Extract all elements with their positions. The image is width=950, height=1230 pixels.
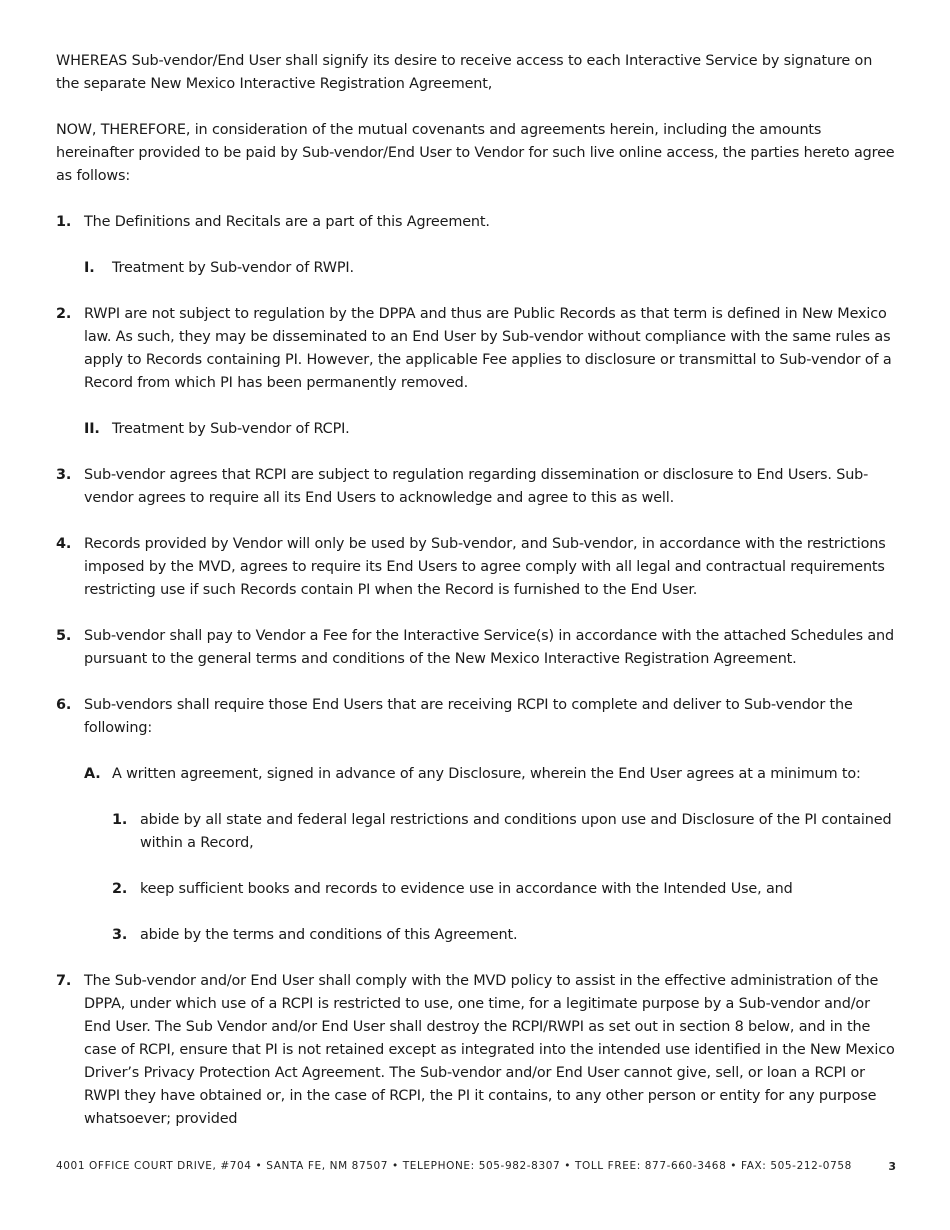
clause-number: 2.	[112, 881, 128, 897]
clause-number: 6.	[56, 697, 72, 713]
clause-4	[56, 533, 896, 602]
clause-6	[56, 694, 896, 740]
clause-3	[56, 464, 896, 510]
clause-6-A-2	[56, 878, 896, 901]
clause-2	[56, 303, 896, 395]
section-II-heading	[56, 418, 896, 441]
clause-number: 1.	[56, 214, 72, 230]
section-number: II.	[84, 421, 100, 437]
clause-number: 3.	[56, 467, 72, 483]
clause-number: 1.	[112, 812, 128, 828]
clause-number: 5.	[56, 628, 72, 644]
clause-number: 3.	[112, 927, 128, 943]
section-number: I.	[84, 260, 95, 276]
clause-number: 2.	[56, 306, 72, 322]
document-page	[56, 50, 896, 1154]
clause-text: Sub-vendor shall pay to Vendor a Fee for the Interactive Service(s) in accordance with the attached Schedules and pursuant to the general terms and conditions of the New Mexico Interactive Registration Agreement.	[84, 628, 894, 667]
clause-number: 4.	[56, 536, 72, 552]
clause-text: A written agreement, signed in advance of any Disclosure, wherein the End User agrees at a minimum to:	[112, 766, 861, 782]
clause-7	[56, 970, 896, 1131]
clause-text: keep sufficient books and records to evidence use in accordance with the Intended Use, and	[140, 881, 793, 897]
page-footer	[56, 1160, 896, 1172]
clause-text: Sub-vendor agrees that RCPI are subject to regulation regarding dissemination or disclosure to End Users. Sub-vendor agrees to require all its End Users to acknowledge and agree to this as well.	[84, 467, 869, 506]
section-I-heading	[56, 257, 896, 280]
clause-text: The Definitions and Recitals are a part of this Agreement.	[84, 214, 490, 230]
clause-6-A-3	[56, 924, 896, 947]
section-text: Treatment by Sub-vendor of RWPI.	[112, 260, 354, 276]
clause-text: RWPI are not subject to regulation by the DPPA and thus are Public Records as that term is defined in New Mexico law. As such, they may be disseminated to an End User by Sub-vendor without compliance with the same rules as apply to Records containing PI. However, the applicable Fee applies to disclosure or transmittal to Sub-vendor of a Record from which PI has been permanently removed.	[84, 306, 892, 391]
clause-text: The Sub-vendor and/or End User shall comply with the MVD policy to assist in the effective administration of the DPPA, under which use of a RCPI is restricted to use, one time, for a legitimate purpose by a Sub-vendor and/or End User. The Sub Vendor and/or End User shall destroy the RCPI/RWPI as set out in section 8 below, and in the case of RCPI, ensure that PI is not retained except as integrated into the intended use identified in the New Mexico Driver’s Privacy Protection Act Agreement. The Sub-vendor and/or End User cannot give, sell, or loan a RCPI or RWPI they have obtained or, in the case of RCPI, the PI it contains, to any other person or entity for any purpose whatsoever; provided	[84, 973, 895, 1127]
whereas-paragraph: WHEREAS Sub-vendor/End User shall signify its desire to receive access to each Interactive Service by signature on the separate New Mexico Interactive Registration Agreement,	[56, 53, 873, 92]
page-number: 3	[888, 1160, 896, 1173]
clause-number: A.	[84, 766, 101, 782]
section-text: Treatment by Sub-vendor of RCPI.	[112, 421, 350, 437]
now-therefore-paragraph: NOW, THEREFORE, in consideration of the mutual covenants and agreements herein, including the amounts hereinafter provided to be paid by Sub-vendor/End User to Vendor for such live online access, the parties hereto agree as follows:	[56, 122, 895, 184]
clause-text: abide by all state and federal legal restrictions and conditions upon use and Disclosure of the PI contained within a Record,	[140, 812, 892, 851]
clause-6-A	[56, 763, 896, 786]
clause-6-A-1	[56, 809, 896, 855]
clause-5	[56, 625, 896, 671]
clause-text: Sub-vendors shall require those End Users that are receiving RCPI to complete and deliver to Sub-vendor the following:	[84, 697, 853, 736]
clause-text: abide by the terms and conditions of this Agreement.	[140, 927, 518, 943]
clause-number: 7.	[56, 973, 72, 989]
clause-text: Records provided by Vendor will only be used by Sub-vendor, and Sub-vendor, in accordance with the restrictions imposed by the MVD, agrees to require its End Users to agree comply with all legal and contractual requirements restricting use if such Records contain PI when the Record is furnished to the End User.	[84, 536, 886, 598]
clause-1	[56, 211, 896, 234]
footer-address: 4001 OFFICE COURT DRIVE, #704 • SANTA FE, NM 87507 • TELEPHONE: 505-982-8307 • TOLL FREE: 877-660-3468 • FAX: 505-212-0758	[56, 1160, 852, 1172]
